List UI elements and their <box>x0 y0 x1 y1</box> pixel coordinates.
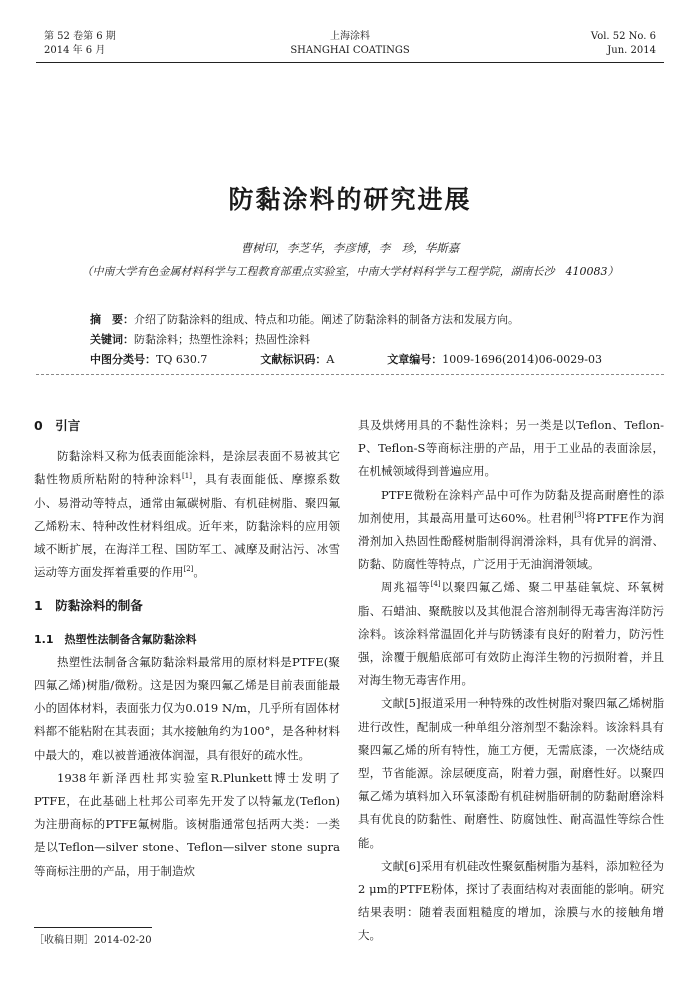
body-paragraph: 具及烘烤用具的不黏性涂料；另一类是以Teflon、Teflon-P、Teflon-S等商标注册的产品，用于工业品的表面涂层，在机械领域得到普遍应用。 <box>358 418 664 479</box>
abstract-text: 介绍了防黏涂料的组成、特点和功能。阐述了防黏涂料的制备方法和发展方向。 <box>134 313 519 326</box>
body-paragraph: 文献[5]报道采用一种特殊的改性树脂对聚四氟乙烯树脂进行改性，配制成一种单组分溶剂型不黏涂料。该涂料具有聚四氟乙烯的所有特性，施工方便，无需底漆，一次烧结成型，节省能源。涂层硬度高，附着力强，耐磨性好。以聚四氟乙烯为填料加入环氧漆酚有机硅树脂研制的防黏耐磨涂料具有优良的防黏性、耐磨性、防腐蚀性、耐高温性等综合性能。 <box>358 696 664 850</box>
subsection-1-1-heading: 1.1 热塑性法制备含氟防黏涂料 <box>34 632 197 646</box>
body-paragraph: 1938年新泽西杜邦实验室R.Plunkett博士发明了PTFE，在此基础上杜邦公司率先开发了以特氟龙(Teflon)为注册商标的PTFE氟树脂。该树脂通常包括两大类：一类是以Teflon—silver stone、Teflon—silver stone supra等商标注册的产品，用于制造炊 <box>34 770 340 878</box>
affiliation: （中南大学有色金属材料科学与工程教育部重点实验室，中南大学材料科学与工程学院，湖南长沙 410083） <box>81 265 619 278</box>
header-date-en: Jun. 2014 <box>607 45 656 56</box>
clc-value: TQ 630.7 <box>156 353 208 366</box>
abstract <box>90 311 519 327</box>
keywords-label: 关键词： <box>90 333 134 346</box>
article-no-label: 文章编号： <box>387 353 443 366</box>
header-divider <box>36 62 664 63</box>
clc-label: 中图分类号： <box>90 353 156 366</box>
section-0-heading: 0 引言 <box>34 418 81 433</box>
meta-divider <box>36 374 664 375</box>
article-no-value: 1009-1696(2014)06-0029-03 <box>442 353 603 366</box>
body-paragraph: 文献[6]采用有机硅改性聚氨酯树脂为基料，添加粒径为2 μm的PTFE粉体，探讨了表面结构对表面能的影响。研究结果表明：随着表面粗糙度的增加，涂膜与水的接触角增大。 <box>358 858 664 943</box>
footnote-divider <box>34 927 152 928</box>
classification-line <box>90 351 602 367</box>
body-paragraph: 热塑性法制备含氟防黏涂料最常用的原材料是PTFE(聚四氟乙烯)树脂/微粉。这是因为聚四氟乙烯是目前表面能最小的固体材料，表面张力仅为0.019 N/m，几乎所有固体材料都不能粘附在其表面；其水接触角约为100°，是各种材料中最大的，难以被普通液体润湿，具有很好的疏水性。 <box>34 654 340 762</box>
right-column <box>358 414 664 948</box>
doccode-value: A <box>326 353 335 366</box>
author-list: 曹树印，李芝华，李彦博，李 珍，华斯嘉 <box>240 241 460 255</box>
body-paragraph: PTFE微粉在涂料产品中可作为防黏及提高耐磨性的添加剂使用，其最高用量可达60%。杜君俐[3]将PTFE作为润滑剂加入热固性酚醛树脂制得润滑涂料，具有优异的润滑、防黏、防腐性等特点，广泛用于无油润滑领域。 <box>358 487 664 572</box>
paper-title: 防黏涂料的研究进展 <box>228 185 472 214</box>
left-column <box>34 414 340 883</box>
abstract-label: 摘 要： <box>90 313 134 326</box>
body-paragraph: 周兆福等[4]以聚四氟乙烯、聚二甲基硅氧烷、环氧树脂、石蜡油、聚酰胺以及其他混合溶剂制得无毒害海洋防污涂料。该涂料常温固化并与防锈漆有良好的附着力，防污性强，涂覆于舰船底部可有效防止海洋生物的污损附着，并且对海生物无毒害作用。 <box>358 580 665 688</box>
doccode-label: 文献标识码： <box>260 353 327 366</box>
received-date: ［收稿日期］2014-02-20 <box>34 935 152 946</box>
section-1-heading: 1 防黏涂料的制备 <box>34 598 143 614</box>
header-volume-en: Vol. 52 No. 6 <box>590 31 656 42</box>
header-journal-en: SHANGHAI COATINGS <box>290 45 410 56</box>
keywords <box>90 331 310 347</box>
keywords-text: 防黏涂料；热塑性涂料；热固性涂料 <box>134 333 310 346</box>
journal-volume-issue-en <box>591 30 656 58</box>
header-journal-cn: 上海涂料 <box>330 31 370 42</box>
header-date: 2014 年 6 月 <box>44 45 106 56</box>
intro-paragraph: 防黏涂料又称为低表面能涂料，是涂层表面不易被其它黏性物质所粘附的特种涂料[1]，具有表面能低、摩擦系数小、易滑动等特点，通常由氟碳树脂、有机硅树脂、聚四氟乙烯粉末、特种改性材料组成。近年来，防黏涂料的应用领域不断扩展，在海洋工程、国防军工、减摩及耐沾污、冰雪运动等方面发挥着重要的作用[2]。 <box>34 449 341 580</box>
header-volume: 第 52 卷第 6 期 <box>44 31 116 42</box>
